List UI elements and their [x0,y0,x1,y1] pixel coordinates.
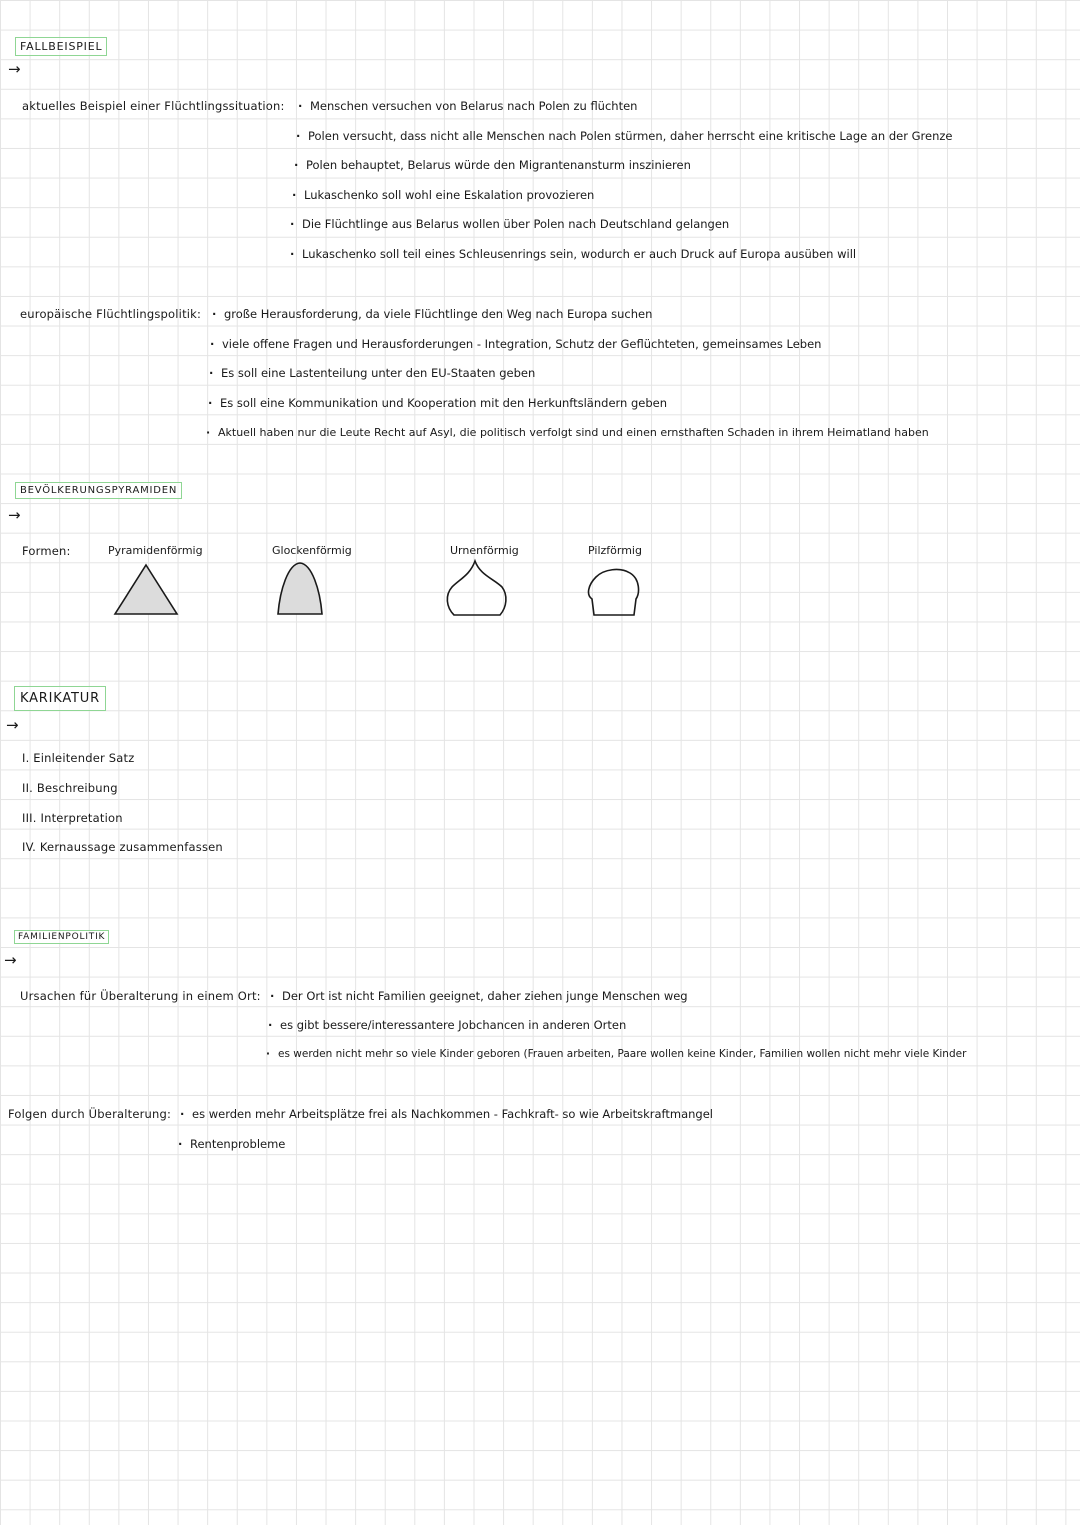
list-item-text: Der Ort ist nicht Familien geeignet, daher ziehen junge Menschen weg [282,989,688,1003]
label-formen: Formen: [22,544,71,558]
list-item: · große Herausforderung, da viele Flüchtlinge den Weg nach Europa suchen [212,307,653,321]
list-item: · Polen versucht, dass nicht alle Menschen nach Polen stürmen, daher herrscht eine kritische Lage an der Grenze [296,129,953,143]
list-item-text: es werden nicht mehr so viele Kinder geboren (Frauen arbeiten, Paare wollen keine Kinder, Familien wollen nicht mehr viele Kinder [278,1048,967,1060]
list-item: · Die Flüchtlinge aus Belarus wollen über Polen nach Deutschland gelangen [290,217,730,231]
list-item: II. Beschreibung [22,781,118,795]
list-item-text: große Herausforderung, da viele Flüchtlinge den Weg nach Europa suchen [224,307,653,321]
list-item: · es werden mehr Arbeitsplätze frei als Nachkommen - Fachkraft- so wie Arbeitskraftmangel [180,1107,713,1121]
label-ursachen: Ursachen für Überalterung in einem Ort: [20,989,261,1003]
pyramide-shape [112,562,180,618]
shape-label-urne: Urnenförmig [450,544,519,557]
shape-label-glocke: Glockenförmig [272,544,352,557]
list-item: · Lukaschenko soll wohl eine Eskalation provozieren [292,188,595,202]
list-item: · Polen behauptet, Belarus würde den Migrantenansturm inszinieren [294,158,691,172]
list-item-text: Es soll eine Lastenteilung unter den EU-Staaten geben [221,366,536,380]
list-item: · Es soll eine Lastenteilung unter den EU-Staaten geben [209,366,536,380]
arrow-fallbeispiel: → [8,60,21,78]
arrow-karikatur: → [6,716,19,734]
glocke-shape [274,560,326,618]
list-item-text: Die Flüchtlinge aus Belarus wollen über Polen nach Deutschland gelangen [302,217,730,231]
arrow-familienpolitik: → [4,951,17,969]
list-item-text: Lukaschenko soll teil eines Schleusenrings sein, wodurch er auch Druck auf Europa ausüben will [302,247,857,261]
heading-familienpolitik: FAMILIENPOLITIK [14,930,109,944]
label-aktuelles-beispiel: aktuelles Beispiel einer Flüchtlingssituation: [22,99,285,113]
list-item-text: es gibt bessere/interessantere Jobchancen in anderen Orten [280,1018,627,1032]
urne-shape [444,557,510,619]
list-item: · Menschen versuchen von Belarus nach Polen zu flüchten [298,99,638,113]
list-item-text: Lukaschenko soll wohl eine Eskalation provozieren [304,188,595,202]
shape-label-pilz: Pilzförmig [588,544,642,557]
list-item: IV. Kernaussage zusammenfassen [22,840,223,854]
list-item: · Aktuell haben nur die Leute Recht auf Asyl, die politisch verfolgt sind und einen ernsthaften Schaden in ihrem Heimatland haben [206,426,929,439]
list-item-text: Menschen versuchen von Belarus nach Polen zu flüchten [310,99,638,113]
list-item: · Es soll eine Kommunikation und Kooperation mit den Herkunftsländern geben [208,396,668,410]
list-item-text: Es soll eine Kommunikation und Kooperation mit den Herkunftsländern geben [220,396,668,410]
shape-label-pyramide: Pyramidenförmig [108,544,203,557]
list-item: · Lukaschenko soll teil eines Schleusenrings sein, wodurch er auch Druck auf Europa ausüben will [290,247,857,261]
label-folgen: Folgen durch Überalterung: [8,1107,172,1121]
list-item: · es werden nicht mehr so viele Kinder geboren (Frauen arbeiten, Paare wollen keine Kinder, Familien wollen nicht mehr viele Kinder [266,1048,967,1060]
pilz-shape [584,563,644,619]
list-item-text: viele offene Fragen und Herausforderungen - Integration, Schutz der Geflüchteten, gemeinsames Leben [222,337,822,351]
list-item: III. Interpretation [22,811,123,825]
arrow-bevoelkerung: → [8,506,21,524]
list-item: · es gibt bessere/interessantere Jobchancen in anderen Orten [268,1018,627,1032]
label-europaeische-fluechtlingspolitik: europäische Flüchtlingspolitik: [20,307,202,321]
list-item: · Der Ort ist nicht Familien geeignet, daher ziehen junge Menschen weg [270,989,688,1003]
list-item-text: Aktuell haben nur die Leute Recht auf Asyl, die politisch verfolgt sind und einen ernsthaften Schaden in ihrem Heimatland haben [218,426,929,439]
list-item: · viele offene Fragen und Herausforderungen - Integration, Schutz der Geflüchteten, gemeinsames Leben [210,337,822,351]
heading-karikatur: KARIKATUR [14,686,106,711]
list-item-text: Polen behauptet, Belarus würde den Migrantenansturm inszinieren [306,158,691,172]
list-item: · Rentenprobleme [178,1137,286,1151]
list-item-text: es werden mehr Arbeitsplätze frei als Nachkommen - Fachkraft- so wie Arbeitskraftmangel [192,1107,713,1121]
list-item-text: Rentenprobleme [190,1137,286,1151]
heading-bevoelkerungspyramiden: BEVÖLKERUNGSPYRAMIDEN [15,482,182,499]
list-item: I. Einleitender Satz [22,751,135,765]
heading-fallbeispiel: FALLBEISPIEL [15,37,107,56]
list-item-text: Polen versucht, dass nicht alle Menschen nach Polen stürmen, daher herrscht eine kritische Lage an der Grenze [308,129,953,143]
